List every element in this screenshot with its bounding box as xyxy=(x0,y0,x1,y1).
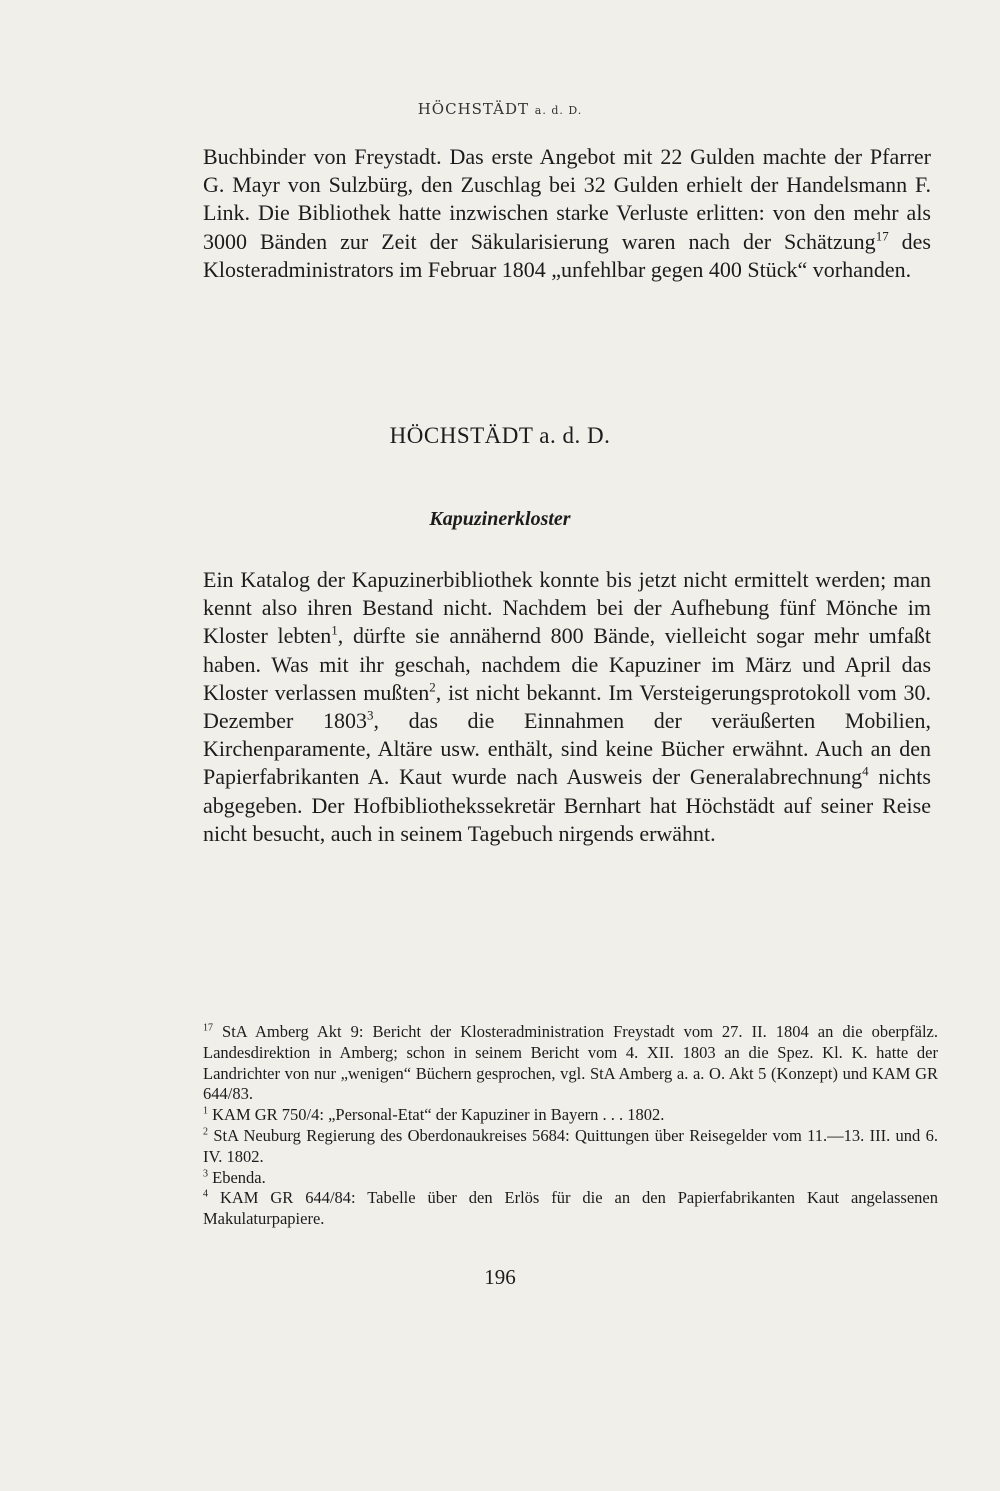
footnote-mark: 2 xyxy=(203,1126,208,1138)
paragraph-1-text: des Klosteradministrators im Februar 1804 „unfehlbar gegen 400 Stück“ vorhanden. xyxy=(203,228,931,282)
footnote-text: StA Neuburg Regierung des Oberdonaukreises 5684: Quittungen über Reisegelder vom 11.—13. III. und 6. IV. 1802. xyxy=(203,1125,938,1166)
paragraph-1-text: Buchbinder von Freystadt. Das erste Angebot mit 22 Gulden machte der Pfarrer G. Mayr von Sulzbürg, den Zuschlag bei 32 Gulden erhielt der Handelsmann F. Link. Die Bibliothek hatte inzwischen starke Verluste erlitten: von den mehr als 3000 Bänden zur Zeit der Säkularisierung waren nach der Schätzung xyxy=(203,144,931,254)
footnote-ref-4: 4 xyxy=(862,764,869,780)
footnote xyxy=(203,1126,938,1168)
paragraph-2-text: , das die Einnahmen der veräußerten Mobilien, Kirchenparamente, Altäre usw. enthält, sind keine Bücher erwähnt. Auch an den Papierfabrikanten A. Kaut wurde nach Ausweis der Generalabrechnung xyxy=(203,708,931,790)
footnote-mark: 17 xyxy=(203,1022,213,1034)
footnote-ref-1: 1 xyxy=(331,623,338,639)
page-number: 196 xyxy=(484,1265,516,1289)
footnote-ref-17: 17 xyxy=(875,228,889,244)
running-head-small: a. d. D. xyxy=(534,104,583,117)
footnote-ref-3: 3 xyxy=(366,707,374,723)
paragraph-2-text: Ein Katalog der Kapuzinerbibliothek konnte bis jetzt nicht ermittelt werden; man kennt also ihren Bestand nicht. Nachdem bei der Aufhebung fünf Mönche im Kloster lebten xyxy=(203,567,931,649)
footnote xyxy=(203,1188,938,1230)
footnote-text: KAM GR 644/84: Tabelle über den Erlös für die an den Papierfabrikanten Kaut angelassenen Makulaturpapiere. xyxy=(203,1188,939,1229)
footnote-text: StA Amberg Akt 9: Bericht der Klosteradministration Freystadt vom 27. II. 1804 an die oberpfälz. Landesdirektion in Amberg; schon in seinem Bericht vom 4. XII. 1803 an die Spez. Kl. K. hatte der Landrichter von nur „wenigen“ Büchern gesprochen, vgl. StA Amberg a. a. O. Akt 5 (Konzept) und KAM GR 644/83. xyxy=(203,1022,938,1104)
footnote-mark: 3 xyxy=(203,1168,208,1180)
paragraph-1 xyxy=(203,143,931,284)
footnote-mark: 4 xyxy=(203,1188,208,1200)
paragraph-2 xyxy=(203,566,931,848)
footnotes xyxy=(203,1022,938,1230)
running-head-main: HÖCHSTÄDT xyxy=(417,100,529,118)
footnote-text: KAM GR 750/4: „Personal-Etat“ der Kapuziner in Bayern . . . 1802. xyxy=(212,1105,665,1125)
running-head xyxy=(0,100,1000,118)
paragraph-2-text: , dürfte sie annähernd 800 Bände, vielleicht sogar mehr umfaßt haben. Was mit ihr geschah, nachdem die Kapuziner im März und April das Kloster verlassen mußten xyxy=(203,623,931,705)
section-title: HÖCHSTÄDT a. d. D. xyxy=(389,423,611,448)
paragraph-2-text: nichts abgegeben. Der Hofbibliothekssekretär Bernhart hat Höchstädt auf seiner Reise nicht besucht, auch in seinem Tagebuch nirgends erwähnt. xyxy=(203,764,931,846)
footnote xyxy=(203,1022,938,1105)
footnote-text: Ebenda. xyxy=(212,1167,266,1187)
paragraph-2-text: , ist nicht bekannt. Im Versteigerungsprotokoll vom 30. Dezember 1803 xyxy=(203,679,932,734)
footnote xyxy=(203,1105,938,1126)
section-subtitle: Kapuzinerkloster xyxy=(429,508,571,530)
footnote-ref-2: 2 xyxy=(429,679,436,695)
footnote-mark: 1 xyxy=(203,1105,208,1117)
footnote xyxy=(203,1168,938,1189)
